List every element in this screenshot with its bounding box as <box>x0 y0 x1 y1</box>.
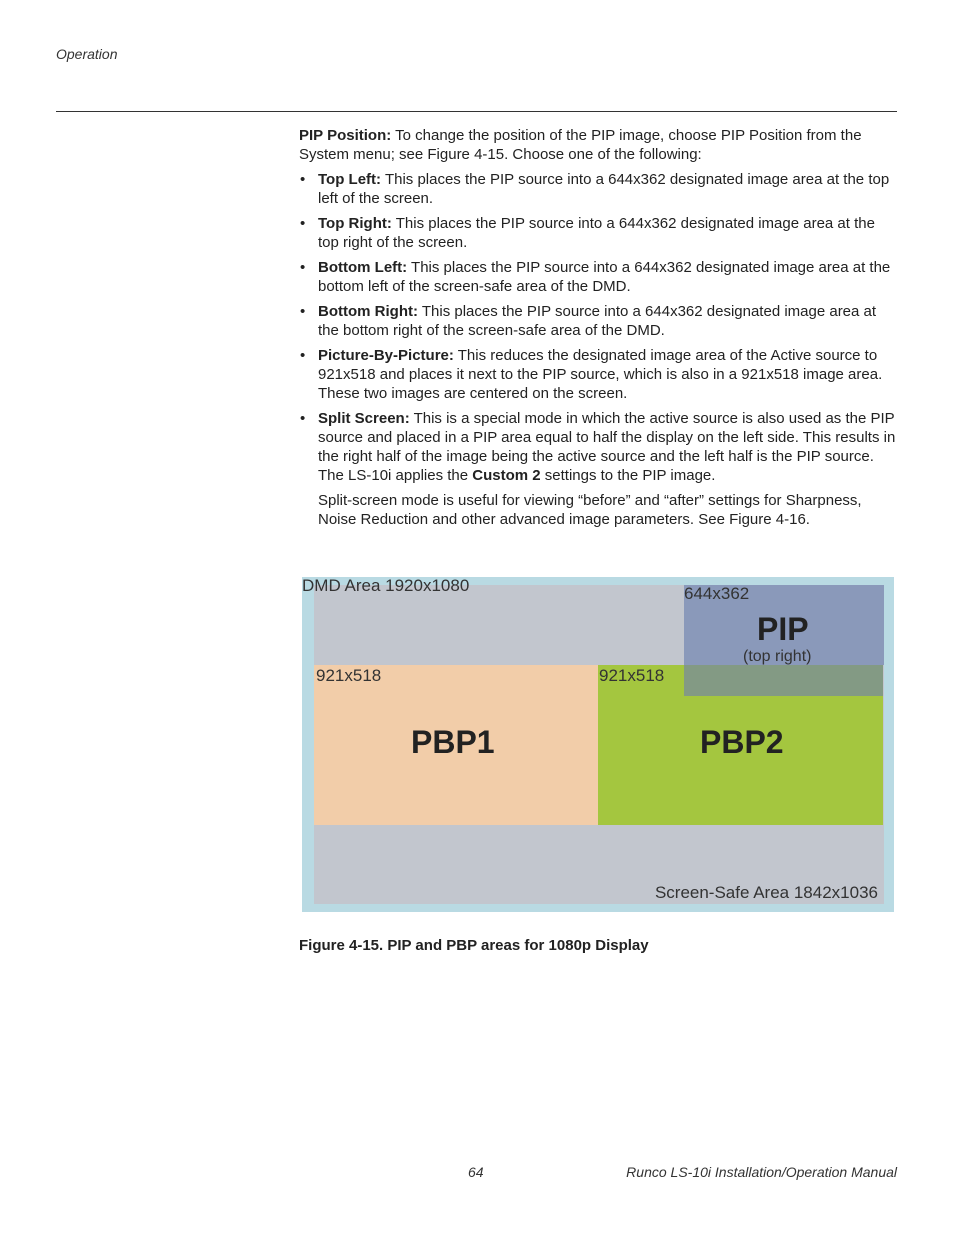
pip-position-options <box>299 170 897 485</box>
main-text <box>299 126 897 535</box>
pbp1-title: PBP1 <box>411 724 495 760</box>
option-term: Top Left: <box>318 171 382 188</box>
bullet: • <box>300 259 306 276</box>
bullet: • <box>300 171 306 188</box>
pbp2-size-label: 921x518 <box>599 666 665 685</box>
option-text: This places the PIP source into a 644x362 designated image area at the bottom right of the screen-safe area of the DMD. <box>318 303 877 339</box>
split-screen-note: Split-screen mode is useful for viewing “before” and “after” settings for Sharpness, Noise Reduction and other advanced image parameters. See Figure 4-16. <box>318 492 862 528</box>
running-header: Operation <box>56 46 118 62</box>
option-text: This places the PIP source into a 644x362 designated image area at the top left of the screen. <box>318 171 890 207</box>
dmd-area-label: DMD Area 1920x1080 <box>302 576 470 595</box>
option-bottom-left <box>299 258 897 296</box>
page-number: 64 <box>468 1164 484 1180</box>
pip-pbp-figure <box>302 577 894 912</box>
screen-safe-label: Screen-Safe Area 1842x1036 <box>654 883 878 902</box>
intro-term: PIP Position: <box>299 127 392 144</box>
option-term: Picture-By-Picture: <box>318 347 454 364</box>
pip-pbp2-overlap <box>684 665 883 696</box>
option-text: This places the PIP source into a 644x362 designated image area at the top right of the screen. <box>318 215 875 251</box>
manual-title: Runco LS-10i Installation/Operation Manual <box>626 1164 897 1180</box>
option-top-right <box>299 214 897 252</box>
custom-2-setting: Custom 2 <box>472 467 541 484</box>
pip-title: PIP <box>757 611 809 647</box>
bullet: • <box>300 410 306 427</box>
bullet: • <box>300 303 306 320</box>
option-picture-by-picture <box>299 346 897 403</box>
pbp2-title: PBP2 <box>700 724 784 760</box>
option-text: This reduces the designated image area of the Active source to 921x518 and places it next to the PIP source, which is also in a 921x518 image area. These two images are centered on the screen. <box>318 347 883 402</box>
option-text: This places the PIP source into a 644x362 designated image area at the bottom left of the screen-safe area of the DMD. <box>318 259 891 295</box>
option-term: Bottom Left: <box>318 259 408 276</box>
figure-caption: Figure 4-15. PIP and PBP areas for 1080p Display <box>299 937 649 954</box>
option-top-left <box>299 170 897 208</box>
option-bottom-right <box>299 302 897 340</box>
intro-paragraph <box>299 126 897 164</box>
intro-text: To change the position of the PIP image, choose PIP Position from the System menu; see Figure 4-15. Choose one of the following: <box>299 127 862 163</box>
option-term: Split Screen: <box>318 410 410 427</box>
option-text: This is a special mode in which the active source is also used as the PIP source and placed in a PIP area equal to half the display on the left side. This results in the right half of the image being the active source and the left half is the PIP source. The LS-10i applies the <box>318 410 896 484</box>
bullet: • <box>300 215 306 232</box>
option-term: Top Right: <box>318 215 392 232</box>
option-term: Bottom Right: <box>318 303 418 320</box>
pbp1-size-label: 921x518 <box>316 666 382 685</box>
bullet: • <box>300 347 306 364</box>
option-text-end: settings to the PIP image. <box>540 467 716 484</box>
pip-size-label: 644x362 <box>684 584 750 603</box>
pip-subtitle: (top right) <box>743 648 812 665</box>
header-rule <box>56 111 897 112</box>
option-split-screen <box>299 409 897 485</box>
